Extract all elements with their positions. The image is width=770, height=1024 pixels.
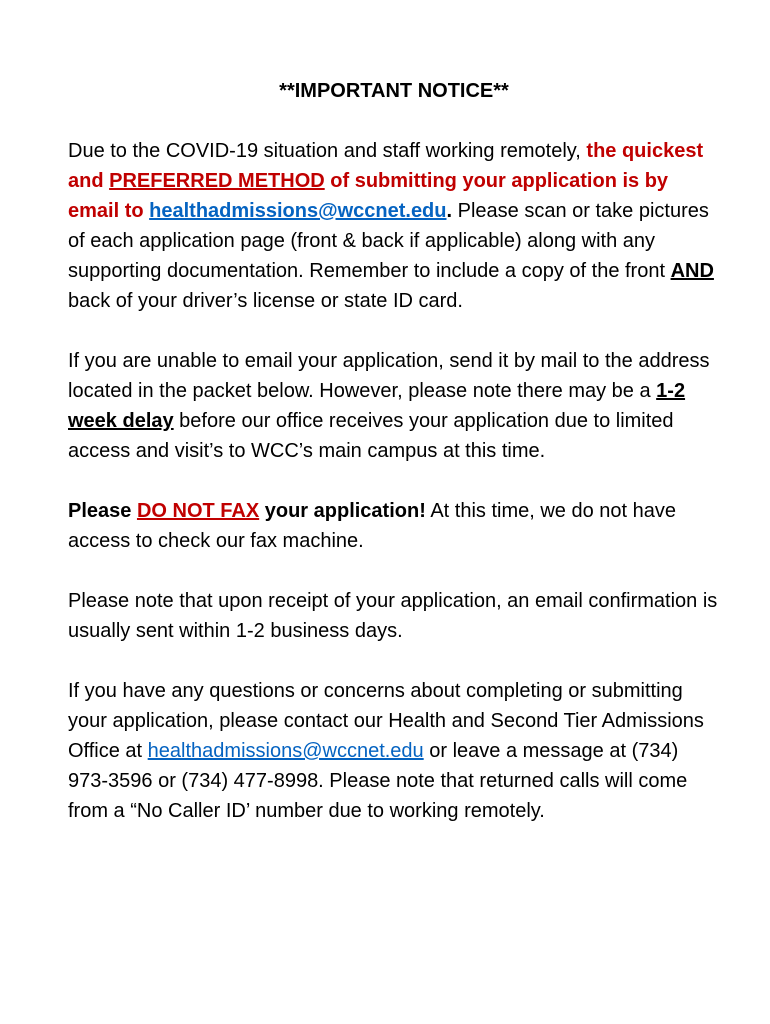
fax-paragraph	[68, 496, 720, 556]
p3-rest: At this time, we do not have access to check our fax machine.	[68, 500, 677, 552]
p5-a: If you have any questions or concerns about completing or submitting your application, please contact our Health and Second Tier Admissions Office at	[68, 680, 704, 762]
confirmation-paragraph: Please note that upon receipt of your application, an email confirmation is usually sent within 1-2 business days.	[68, 590, 718, 642]
and-emphasis: AND	[670, 260, 714, 282]
do-not-fax-text: DO NOT FAX	[136, 500, 260, 522]
p3-your-app: your application!	[259, 500, 426, 522]
contact-paragraph	[68, 676, 720, 826]
p1-red-b: of submitting your application is by email to	[68, 170, 669, 222]
mail-paragraph	[68, 346, 720, 466]
email-link[interactable]: healthadmissions@wccnet.edu	[149, 200, 447, 222]
p5-b: or leave a message at (734) 973-3596 or (734) 477-8998. Please note that returned calls will come from a “No Caller ID’ number due to working remotely.	[68, 740, 688, 822]
p1-rest-a: Please scan or take pictures of each application page (front & back if applicable) along with any supporting documentation. Remember to include a copy of the front	[68, 200, 709, 282]
delay-emphasis: 1-2 week delay	[68, 380, 686, 432]
p2-b: before our office receives your application due to limited access and visit’s to WCC’s main campus at this time.	[68, 410, 674, 462]
p3-please: Please	[68, 500, 137, 522]
p1-intro: Due to the COVID-19 situation and staff working remotely,	[68, 140, 587, 162]
p1-rest-b: back of your driver’s license or state ID card.	[68, 290, 463, 312]
p1-red-a: the quickest and	[68, 140, 704, 192]
contact-email-link[interactable]: healthadmissions@wccnet.edu	[147, 740, 424, 762]
p2-a: If you are unable to email your application, send it by mail to the address located in the packet below. However, please note there may be a	[68, 350, 710, 402]
preferred-method-text: PREFERRED METHOD	[109, 170, 325, 192]
p1-period: .	[446, 200, 453, 222]
email-preferred-paragraph	[68, 136, 720, 316]
notice-title: **IMPORTANT NOTICE**	[279, 80, 509, 102]
